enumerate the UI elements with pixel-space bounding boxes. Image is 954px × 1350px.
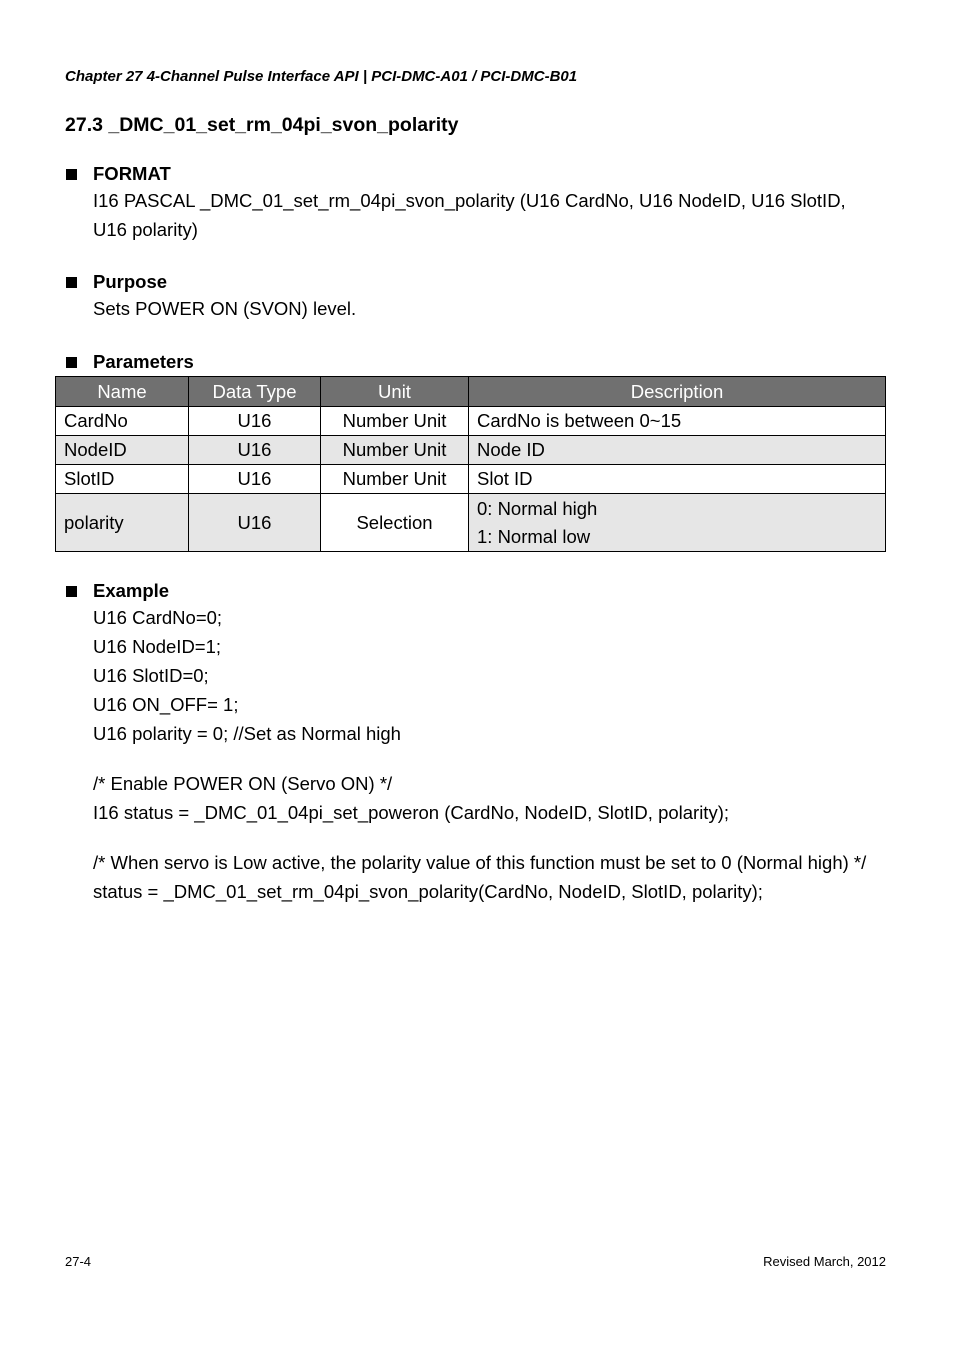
- format-line-2: U16 polarity): [93, 219, 198, 240]
- purpose-section: [65, 270, 905, 323]
- param-desc: Slot ID: [469, 465, 886, 494]
- example-section: [65, 579, 905, 906]
- code-line: U16 SlotID=0;: [93, 665, 209, 686]
- table-row: [56, 494, 886, 552]
- parameters-heading: Parameters: [93, 351, 194, 372]
- parameters-section: [65, 350, 905, 374]
- format-section: [65, 162, 905, 244]
- square-bullet-icon: [66, 169, 77, 180]
- code-line: U16 ON_OFF= 1;: [93, 694, 239, 715]
- square-bullet-icon: [66, 357, 77, 368]
- code-line: U16 NodeID=1;: [93, 636, 222, 657]
- param-desc: [469, 494, 886, 552]
- param-name: NodeID: [56, 436, 189, 465]
- table-row: [56, 407, 886, 436]
- param-unit: Number Unit: [321, 407, 469, 436]
- column-header: Unit: [321, 377, 469, 407]
- code-line: I16 status = _DMC_01_04pi_set_poweron (CardNo, NodeID, SlotID, polarity);: [93, 802, 730, 823]
- param-type: U16: [189, 407, 321, 436]
- page-number: 27-4: [65, 1254, 92, 1269]
- param-type: U16: [189, 494, 321, 552]
- parameters-table: [55, 376, 886, 552]
- format-heading: FORMAT: [93, 163, 171, 184]
- param-name: polarity: [56, 494, 189, 552]
- format-line-1: I16 PASCAL _DMC_01_set_rm_04pi_svon_polarity (U16 CardNo, U16 NodeID, U16 SlotID,: [93, 190, 846, 211]
- column-header: Name: [56, 377, 189, 407]
- code-line: U16 CardNo=0;: [93, 607, 223, 628]
- square-bullet-icon: [66, 277, 77, 288]
- revision-date: Revised March, 2012: [763, 1254, 886, 1269]
- table-row: [56, 436, 886, 465]
- column-header: Description: [469, 377, 886, 407]
- code-comment: /* Enable POWER ON (Servo ON) */: [93, 773, 393, 794]
- param-unit: Selection: [321, 494, 469, 552]
- param-unit: Number Unit: [321, 436, 469, 465]
- column-header: Data Type: [189, 377, 321, 407]
- code-comment: /* When servo is Low active, the polarity value of this function must be set to 0 (Normal high) */: [93, 852, 867, 873]
- param-desc: Node ID: [469, 436, 886, 465]
- square-bullet-icon: [66, 586, 77, 597]
- param-desc-line: 0: Normal high: [477, 497, 598, 519]
- section-title: 27.3 _DMC_01_set_rm_04pi_svon_polarity: [65, 114, 459, 136]
- table-row: [56, 465, 886, 494]
- param-type: U16: [189, 465, 321, 494]
- param-name: SlotID: [56, 465, 189, 494]
- param-desc: CardNo is between 0~15: [469, 407, 886, 436]
- code-line: U16 polarity = 0; //Set as Normal high: [93, 723, 401, 744]
- param-type: U16: [189, 436, 321, 465]
- purpose-text: Sets POWER ON (SVON) level.: [93, 298, 357, 319]
- running-head: Chapter 27 4-Channel Pulse Interface API | PCI-DMC-A01 / PCI-DMC-B01: [65, 68, 578, 85]
- purpose-heading: Purpose: [93, 271, 168, 292]
- param-unit: Number Unit: [321, 465, 469, 494]
- param-name: CardNo: [56, 407, 189, 436]
- example-heading: Example: [93, 580, 170, 601]
- code-line: status = _DMC_01_set_rm_04pi_svon_polarity(CardNo, NodeID, SlotID, polarity);: [93, 881, 763, 902]
- param-desc-line: 1: Normal low: [477, 525, 591, 547]
- table-header-row: [56, 377, 886, 407]
